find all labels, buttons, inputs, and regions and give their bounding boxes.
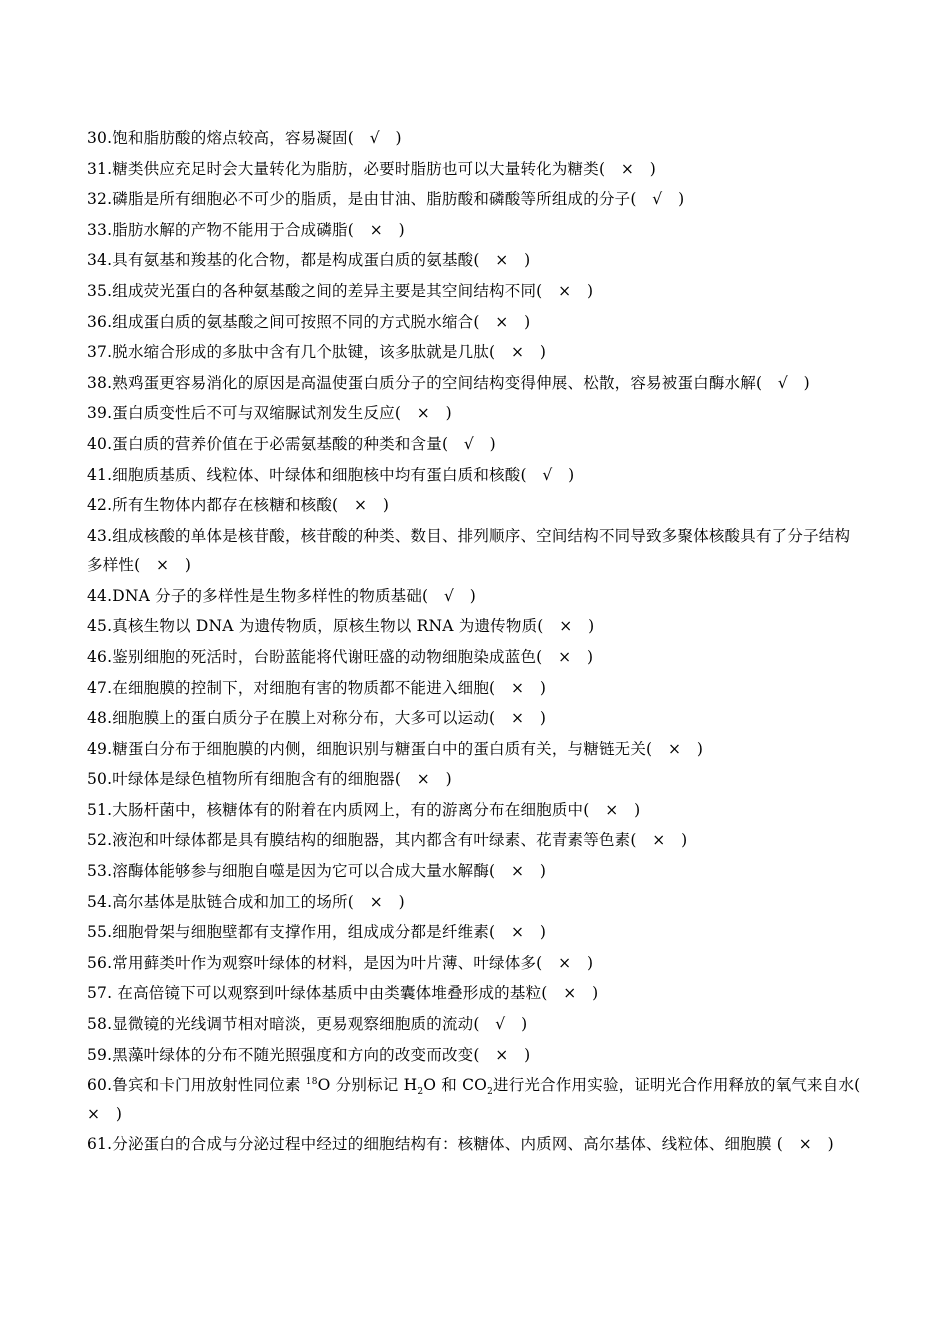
question-40: 40.蛋白质的营养价值在于必需氨基酸的种类和含量( √ ) (87, 434, 496, 453)
question-50: 50.叶绿体是绿色植物所有细胞含有的细胞器( × ) (87, 770, 452, 789)
question-41: 41.细胞质基质、线粒体、叶绿体和细胞核中均有蛋白质和核酸( √ ) (87, 465, 575, 484)
question-35: 35.组成荧光蛋白的各种氨基酸之间的差异主要是其空间结构不同( × ) (87, 281, 594, 300)
question-39: 39.蛋白质变性后不可与双缩脲试剂发生反应( × ) (87, 404, 452, 423)
co2-subscript: 2 (487, 1087, 494, 1098)
question-60-text-c: O 和 CO (423, 1076, 488, 1095)
question-38: 38.熟鸡蛋更容易消化的原因是高温使蛋白质分子的空间结构变得伸展、松散，容易被蛋白酶水解( √ ) (87, 373, 810, 392)
question-36: 36.组成蛋白质的氨基酸之间可按照不同的方式脱水缩合( × ) (87, 312, 531, 331)
question-48: 48.细胞膜上的蛋白质分子在膜上对称分布，大多可以运动( × ) (87, 709, 547, 728)
question-52: 52.液泡和叶绿体都是具有膜结构的细胞器，其内都含有叶绿素、花青素等色素( × ) (87, 831, 688, 850)
question-53: 53.溶酶体能够参与细胞自噬是因为它可以合成大量水解酶( × ) (87, 862, 547, 881)
question-60-text-a: 60.鲁宾和卡门用放射性同位素 (87, 1076, 306, 1095)
question-59: 59.黑藻叶绿体的分布不随光照强度和方向的改变而改变( × ) (87, 1045, 531, 1064)
question-60-text-d: 进行光合作用实验，证明光合作用释放的氧气来自水( × ) (87, 1076, 877, 1124)
question-54: 54.高尔基体是肽链合成和加工的场所( × ) (87, 892, 405, 911)
isotope-mass-number: 18 (305, 1077, 318, 1088)
question-56: 56.常用藓类叶作为观察叶绿体的材料，是因为叶片薄、叶绿体多( × ) (87, 953, 594, 972)
question-55: 55.细胞骨架与细胞壁都有支撑作用，组成成分都是纤维素( × ) (87, 923, 547, 942)
document-body (87, 123, 877, 1160)
question-46: 46.鉴别细胞的死活时，台盼蓝能将代谢旺盛的动物细胞染成蓝色( × ) (87, 647, 594, 666)
question-60-text-b: O 分别标记 H (317, 1076, 418, 1095)
question-49: 49.糖蛋白分布于细胞膜的内侧，细胞识别与糖蛋白中的蛋白质有关，与糖链无关( × ) (87, 739, 704, 758)
question-61: 61.分泌蛋白的合成与分泌过程中经过的细胞结构有：核糖体、内质网、高尔基体、线粒体、细胞膜 ( × ) (87, 1135, 834, 1154)
question-58: 58.显微镜的光线调节相对暗淡，更易观察细胞质的流动( √ ) (87, 1015, 528, 1034)
question-45: 45.真核生物以 DNA 为遗传物质，原核生物以 RNA 为遗传物质( × ) (87, 617, 595, 636)
question-47: 47.在细胞膜的控制下，对细胞有害的物质都不能进入细胞( × ) (87, 678, 547, 697)
question-51: 51.大肠杆菌中，核糖体有的附着在内质网上，有的游离分布在细胞质中( × ) (87, 800, 641, 819)
question-37: 37.脱水缩合形成的多肽中含有几个肽键，该多肽就是几肽( × ) (87, 343, 547, 362)
question-60 (87, 1071, 877, 1129)
question-33: 33.脂肪水解的产物不能用于合成磷脂( × ) (87, 220, 405, 239)
question-34: 34.具有氨基和羧基的化合物，都是构成蛋白质的氨基酸( × ) (87, 251, 531, 270)
question-32: 32.磷脂是所有细胞必不可少的脂质，是由甘油、脂肪酸和磷酸等所组成的分子( √ ) (87, 190, 685, 209)
question-57: 57. 在高倍镜下可以观察到叶绿体基质中由类囊体堆叠形成的基粒( × ) (87, 984, 599, 1003)
question-43: 43.组成核酸的单体是核苷酸，核苷酸的种类、数目、排列顺序、空间结构不同导致多聚体核酸具有了分子结构多样性( × ) (87, 526, 851, 574)
question-30: 30.饱和脂肪酸的熔点较高，容易凝固( √ ) (87, 129, 402, 147)
question-44: 44.DNA 分子的多样性是生物多样性的物质基础( √ ) (87, 586, 477, 605)
question-31: 31.糖类供应充足时会大量转化为脂肪，必要时脂肪也可以大量转化为糖类( × ) (87, 159, 657, 178)
water-subscript: 2 (417, 1087, 424, 1098)
question-42: 42.所有生物体内都存在核糖和核酸( × ) (87, 496, 390, 515)
